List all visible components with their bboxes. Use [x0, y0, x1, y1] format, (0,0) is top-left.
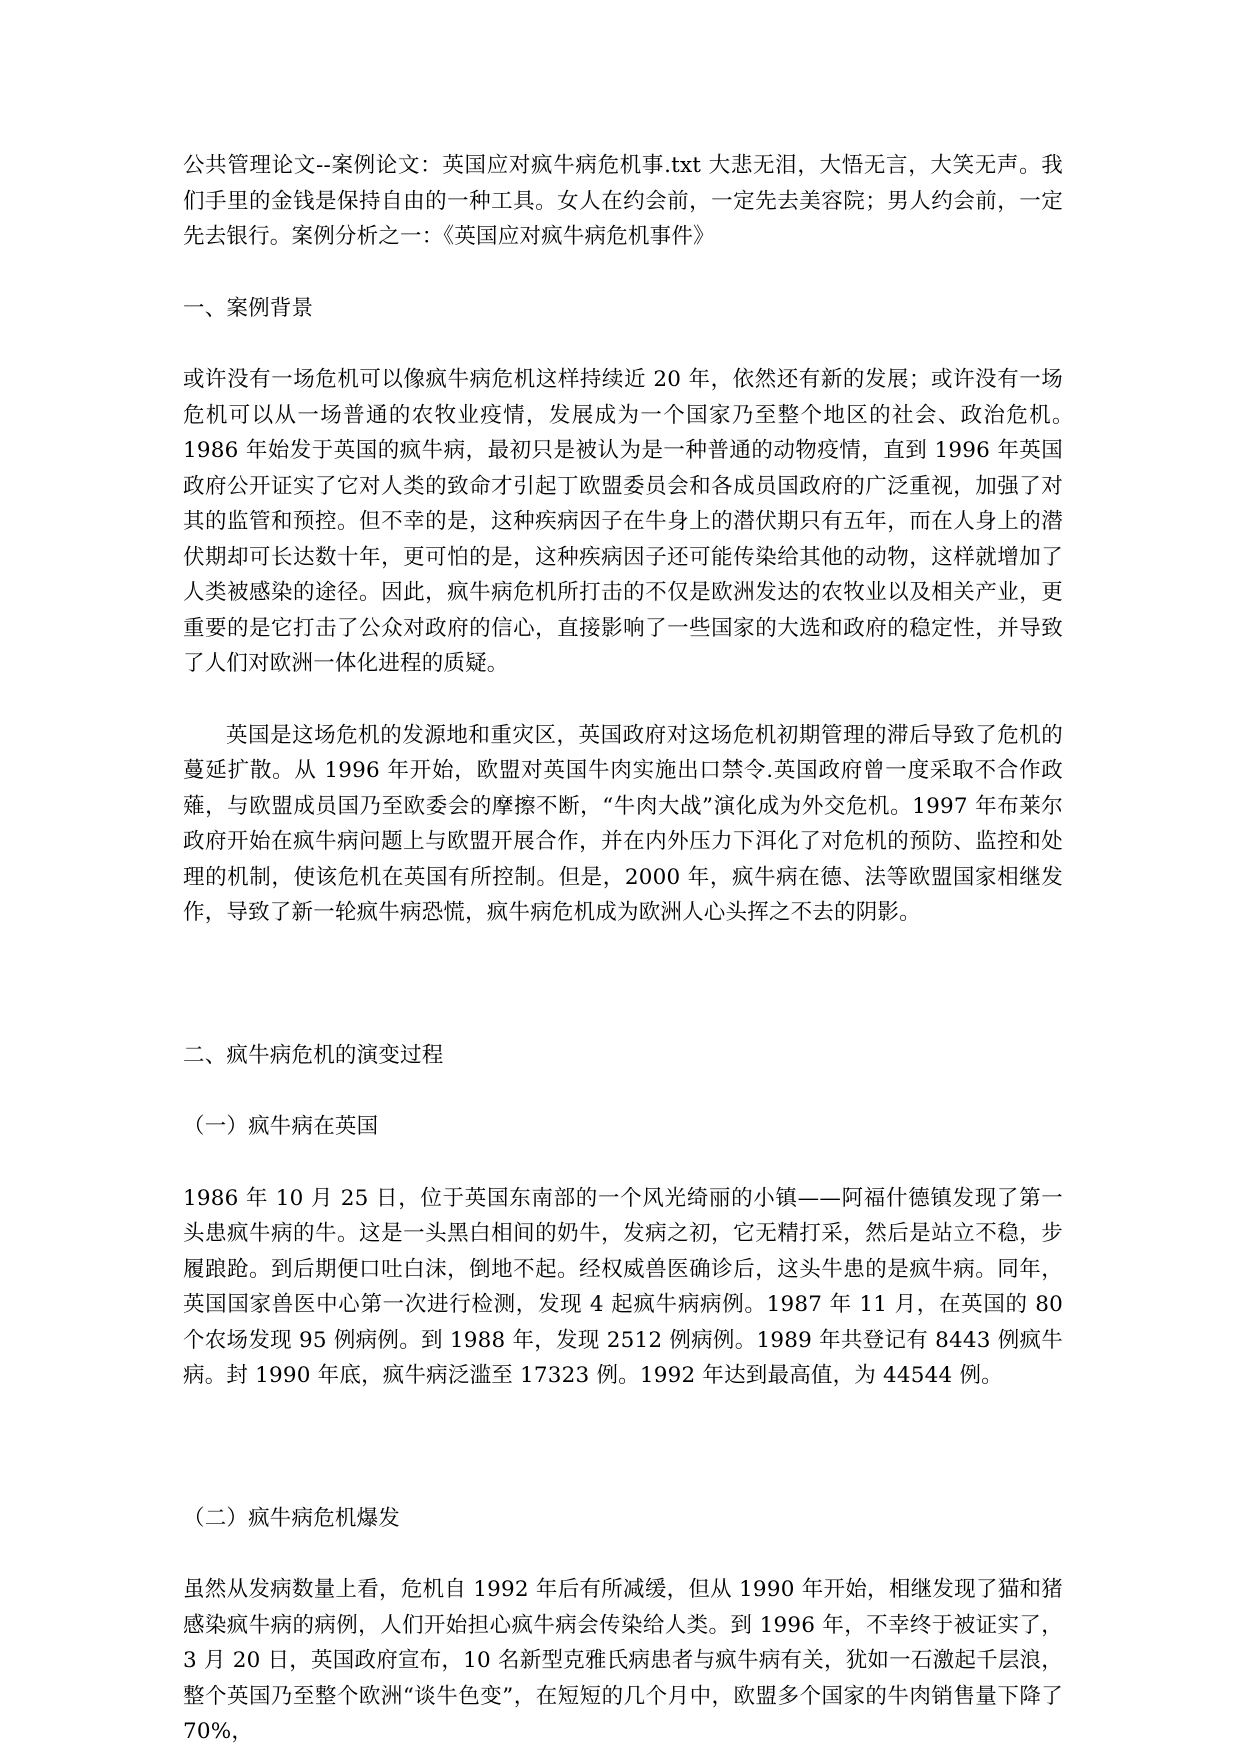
uk-paragraph: 1986 年 10 月 25 日，位于英国东南部的一个风光绮丽的小镇——阿福什德镇发现了第一头患疯牛病的牛。这是一头黑白相间的奶牛，发病之初，它无精打采，然后是站立不稳，步履踉跄。到后期便口吐白沫，倒地不起。经权威兽医确诊后，这头牛患的是疯牛病。同年，英国国家兽医中心第一次进行检测，发现 4 起疯牛病病例。1987 年 11 月，在英国的 80 个农场发现 95 例病例。到 1988 年，发现 2512 例病例。1989 年共登记有 8443 例疯牛病。封 1990 年底，疯牛病泛滥至 17323 例。1992 年达到最高值，为 44544 例。: [183, 1185, 1063, 1388]
spacer: [183, 255, 1063, 291]
subsection-heading-outbreak: （二）疯牛病危机爆发: [183, 1505, 401, 1531]
outbreak-paragraph: 虽然从发病数量上看，危机自 1992 年后有所减缓，但从 1990 年开始，相继发现了猫和猪感染疯牛病的病例，人们开始担心疯牛病会传染给人类。到 1996 年，不幸终于被证实了，3 月 20 日，英国政府宣布，10 名新型克雅氏病患者与疯牛病有关，犹如一石激起千层浪，整个英国乃至整个欧洲“谈牛色变”，在短短的几个月中，欧盟多个国家的牛肉销售量下降了 70%，: [183, 1577, 1063, 1744]
background-paragraph-1: 或许没有一场危机可以像疯牛病危机这样持续近 20 年，依然还有新的发展；或许没有一场危机可以从一场普通的农牧业疫情，发展成为一个国家乃至整个地区的社会、政治危机。 1986 年始发于英国的疯牛病，最初只是被认为是一种普通的动物疫情，直到 1996 年英国政府公开证实了它对人类的致命才引起丁欧盟委员会和各成员国政府的广泛重视，加强了对其的监管和预控。但不幸的是，这种疾病因子在牛身上的潜伏期只有五年，而在人身上的潜伏期却可长达数十年，更可怕的是，这种疾病因子还可能传染给其他的动物，这样就增加了人类被感染的途径。因此，疯牛病危机所打击的不仅是欧洲发达的农牧业以及相关产业，更重要的是它打击了公众对政府的信心，直接影响了一些国家的大选和政府的稳定性，并导致了人们对欧洲一体化进程的质疑。: [183, 367, 1107, 676]
spacer: [183, 1536, 1063, 1572]
spacer: [183, 682, 1063, 718]
spacer: [183, 1394, 1063, 1501]
document-body: [183, 148, 1107, 1750]
section-heading-evolution: 二、疯牛病危机的演变过程: [183, 1042, 444, 1068]
background-paragraph-2: 英国是这场危机的发源地和重灾区，英国政府对这场危机初期管理的滞后导致了危机的蔓延扩散。从 1996 年开始，欧盟对英国牛肉实施出口禁令.英国政府曾一度采取不合作政薙，与欧盟成员国乃至欧委会的摩擦不断，“牛肉大战”演化成为外交危机。1997 年布莱尔政府开始在疯牛病问题上与欧盟开展合作，并在内外压力下洱化了对危机的预防、监控和处理的机制，使该危机在英国有所控制。但是，2000 年，疯牛病在德、法等欧盟国家相继发作，导致了新一轮疯牛病恐慌，疯牛病危机成为欧洲人心头挥之不去的阴影。: [183, 722, 1063, 925]
section-heading-background: 一、案例背景: [183, 295, 314, 321]
spacer: [183, 1073, 1063, 1109]
intro-paragraph: 公共管理论文--案例论文：英国应对疯牛病危机事.txt 大悲无泪，大悟无言，大笑无声。我们手里的金钱是保持自由的一种工具。女人在约会前，一定先去美容院；男人约会前，一定先去银行。案例分析之一：《英国应对疯牛病危机事件》: [183, 153, 1063, 249]
subsection-heading-uk: （一）疯牛病在英国: [183, 1114, 379, 1139]
spacer: [183, 931, 1063, 1038]
spacer: [183, 326, 1063, 362]
spacer: [183, 1145, 1063, 1181]
